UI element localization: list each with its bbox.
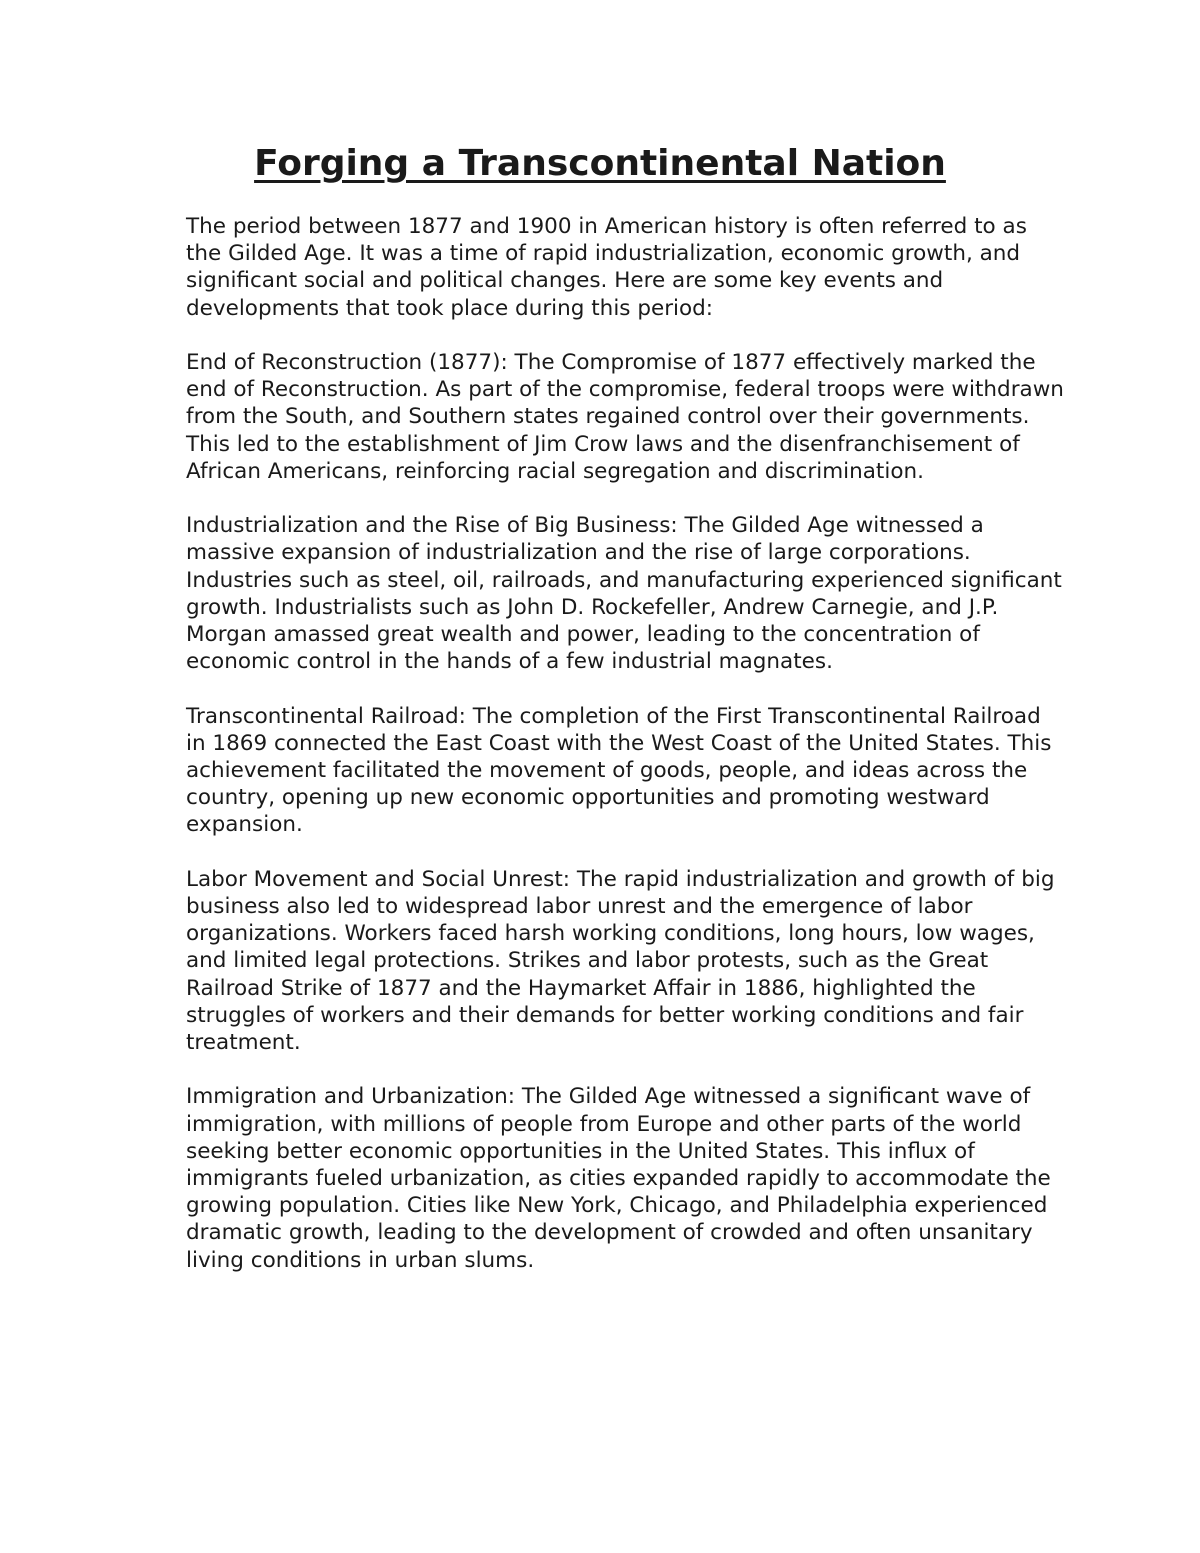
document-title: Forging a Transcontinental Nation (254, 143, 946, 184)
paragraph-labor-movement: Labor Movement and Social Unrest: The rapid industrialization and growth of big business also led to widespread labor unrest and the emergence of labor organizations. Workers faced harsh working conditions, long hours, low wages, and limited legal protections. Strikes and labor protests, such as the Great Railroad Strike of 1877 and the Haymarket Affair in 1886, highlighted the struggles of workers and their demands for better working conditions and fair treatment. (186, 866, 1055, 1056)
paragraph-end-of-reconstruction: End of Reconstruction (1877): The Compromise of 1877 effectively marked the end of Reconstruction. As part of the compromise, federal troops were withdrawn from the South, and Southern states regained control over their governments. This led to the establishment of Jim Crow laws and the disenfranchisement of African Americans, reinforcing racial segregation and discrimination. (186, 350, 1064, 484)
paragraph-immigration: Immigration and Urbanization: The Gilded Age witnessed a significant wave of immigration, with millions of people from Europe and other parts of the world seeking better economic opportunities in the United States. This influx of immigrants fueled urbanization, as cities expanded rapidly to accommodate the growing population. Cities like New York, Chicago, and Philadelphia experienced dramatic growth, leading to the development of crowded and often unsanitary living conditions in urban slums. (186, 1084, 1051, 1273)
paragraph-transcontinental-railroad: Transcontinental Railroad: The completion of the First Transcontinental Railroad in 1869 connected the East Coast with the West Coast of the United States. This achievement facilitated the movement of goods, people, and ideas across the country, opening up new economic opportunities and promoting westward expansion. (186, 703, 1052, 838)
document-body (186, 213, 1066, 1301)
paragraph-industrialization: Industrialization and the Rise of Big Business: The Gilded Age witnessed a massive expansion of industrialization and the rise of large corporations. Industries such as steel, oil, railroads, and manufacturing experienced significant growth. Industrialists such as John D. Rockefeller, Andrew Carnegie, and J.P. Morgan amassed great wealth and power, leading to the concentration of economic control in the hands of a few industrial magnates. (186, 513, 1062, 675)
paragraph-intro: The period between 1877 and 1900 in American history is often referred to as the Gilded Age. It was a time of rapid industrialization, economic growth, and significant social and political changes. Here are some key events and developments that took place during this period: (186, 214, 1027, 321)
